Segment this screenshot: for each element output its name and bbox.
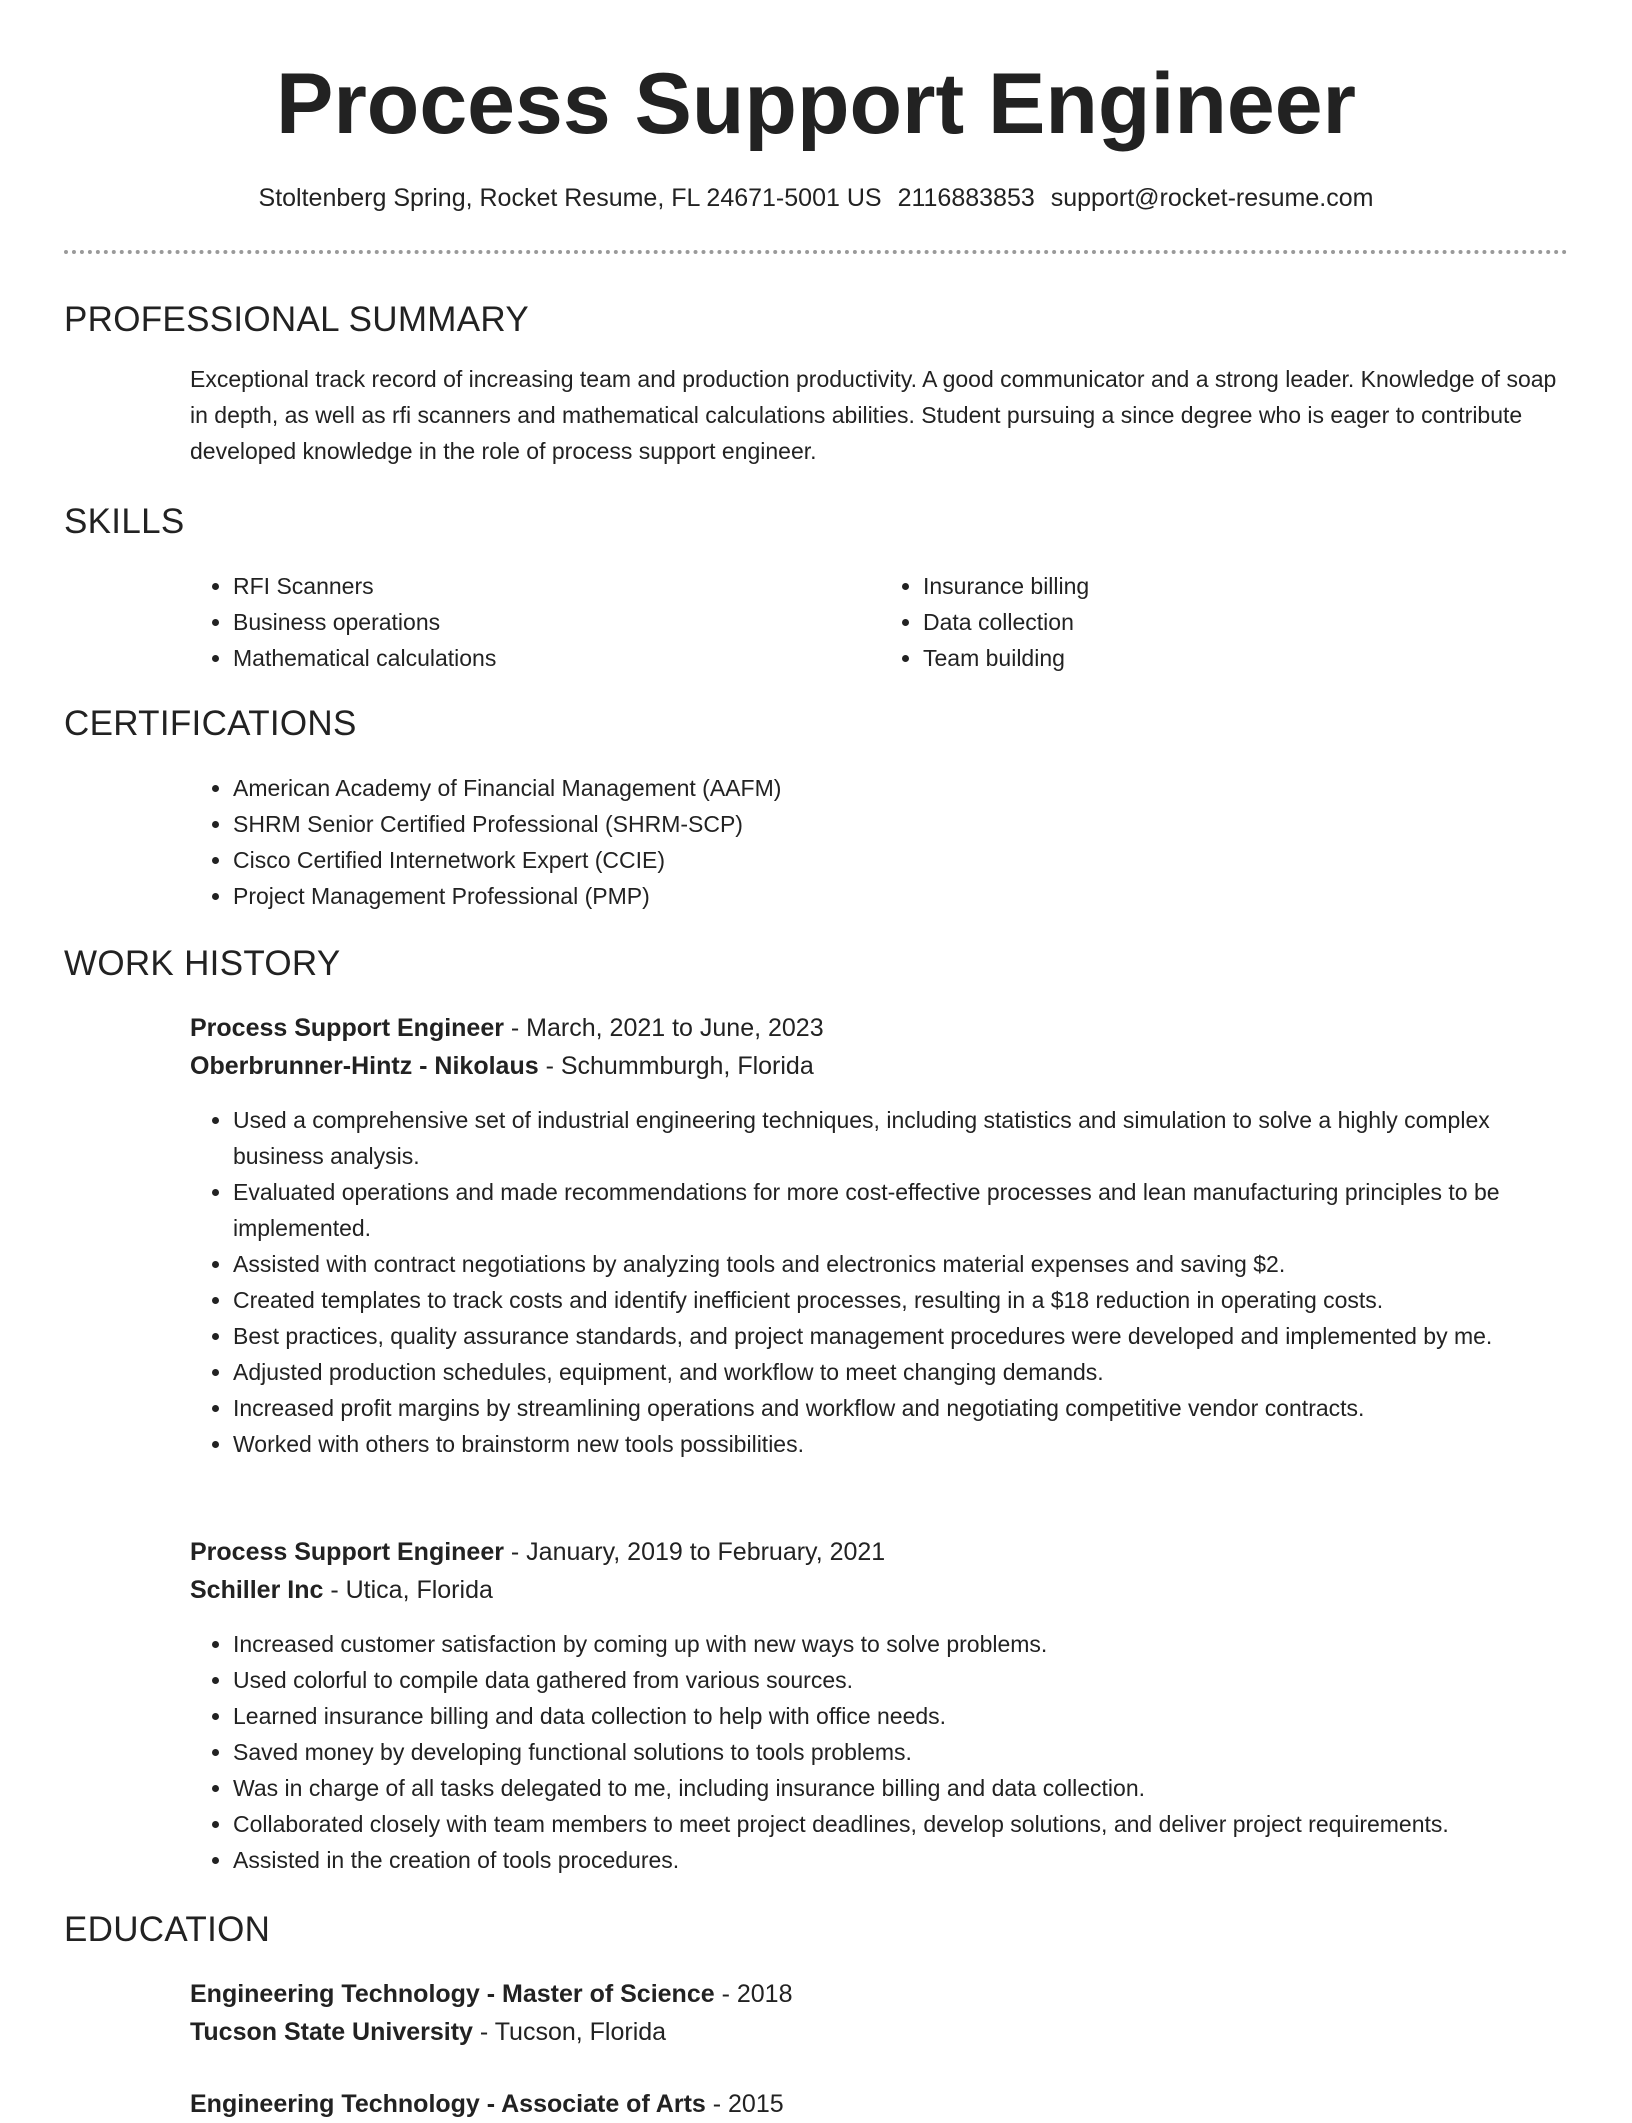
contact-email: support@rocket-resume.com xyxy=(1050,184,1374,212)
education-degree: Engineering Technology - Associate of Arts xyxy=(190,2090,706,2118)
contact-phone: 2116883853 xyxy=(897,184,1035,212)
header-divider xyxy=(64,250,1568,254)
certification-item: • Project Management Professional (PMP) xyxy=(233,878,1570,914)
education-degree-line xyxy=(190,1975,1570,2013)
skill-item: • Business operations xyxy=(233,604,880,640)
job-title-line xyxy=(190,1009,1570,1047)
skill-item: • Data collection xyxy=(923,604,1570,640)
skill-item: • Insurance billing xyxy=(923,568,1570,604)
candidate-name: Process Support Engineer xyxy=(275,56,1357,152)
job-dates: - March, 2021 to June, 2023 xyxy=(503,1014,824,1042)
job-bullet: • Was in charge of all tasks delegated to me, including insurance billing and data collection. xyxy=(233,1770,1570,1806)
summary-heading: PROFESSIONAL SUMMARY xyxy=(64,300,529,339)
education-year: - 2018 xyxy=(714,1980,793,2008)
job-bullet: • Increased profit margins by streamlining operations and workflow and negotiating competitive vendor contracts. xyxy=(233,1390,1570,1426)
education-location: - Tucson, Florida xyxy=(472,2018,667,2046)
job-location: - Schummburgh, Florida xyxy=(538,1052,814,1080)
job-entry xyxy=(190,1009,1570,1085)
job-bullet: • Worked with others to brainstorm new tools possibilities. xyxy=(233,1426,1570,1462)
skill-item: • RFI Scanners xyxy=(233,568,880,604)
certifications-list xyxy=(190,770,1570,914)
certifications-heading: CERTIFICATIONS xyxy=(64,704,357,743)
education-school: Tucson State University xyxy=(190,2018,473,2046)
education-heading: EDUCATION xyxy=(64,1910,271,1949)
certification-item: • American Academy of Financial Management (AAFM) xyxy=(233,770,1570,806)
certification-item: • Cisco Certified Internetwork Expert (CCIE) xyxy=(233,842,1570,878)
summary-text: Exceptional track record of increasing team and production productivity. A good communicator and a strong leader. Knowledge of soap in depth, as well as rfi scanners and mathematical calculations abilities. Student pursuing a since degree who is eager to contribute developed knowledge in the role of process support engineer. xyxy=(190,366,1557,464)
job-title-line xyxy=(190,1533,1570,1571)
job-entry xyxy=(190,1533,1570,1609)
education-school-line xyxy=(190,2013,1570,2051)
job-bullet: • Used colorful to compile data gathered from various sources. xyxy=(233,1662,1570,1698)
skills-column-left xyxy=(190,568,880,676)
education-entry xyxy=(190,1975,1570,2051)
skill-item: • Team building xyxy=(923,640,1570,676)
job-company-line xyxy=(190,1571,1570,1609)
education-year: - 2015 xyxy=(705,2090,784,2118)
education-entry xyxy=(190,2085,1570,2123)
contact-address: Stoltenberg Spring, Rocket Resume, FL 24671-5001 US xyxy=(258,184,882,212)
education-degree: Engineering Technology - Master of Science xyxy=(190,1980,715,2008)
contact-line xyxy=(0,180,1632,216)
job-bullet: • Increased customer satisfaction by coming up with new ways to solve problems. xyxy=(233,1626,1570,1662)
job-role: Process Support Engineer xyxy=(190,1538,504,1566)
certification-item: • SHRM Senior Certified Professional (SHRM-SCP) xyxy=(233,806,1570,842)
job-company: Oberbrunner-Hintz - Nikolaus xyxy=(190,1052,539,1080)
job-dates: - January, 2019 to February, 2021 xyxy=(503,1538,886,1566)
job-bullet: • Saved money by developing functional solutions to tools problems. xyxy=(233,1734,1570,1770)
skills-column-right xyxy=(880,568,1570,676)
job-bullet: • Created templates to track costs and identify inefficient processes, resulting in a $18 reduction in operating costs. xyxy=(233,1282,1570,1318)
job-bullets xyxy=(190,1102,1570,1462)
job-bullet: • Learned insurance billing and data collection to help with office needs. xyxy=(233,1698,1570,1734)
education-degree-line xyxy=(190,2085,1570,2123)
job-bullet: • Best practices, quality assurance standards, and project management procedures were developed and implemented by me. xyxy=(233,1318,1570,1354)
job-company-line xyxy=(190,1047,1570,1085)
skills-list xyxy=(190,568,1570,676)
job-bullet: • Collaborated closely with team members to meet project deadlines, develop solutions, and deliver project requirements. xyxy=(233,1806,1570,1842)
job-bullet: • Assisted in the creation of tools procedures. xyxy=(233,1842,1570,1878)
skill-item: • Mathematical calculations xyxy=(233,640,880,676)
job-location: - Utica, Florida xyxy=(323,1576,493,1604)
work-history-heading: WORK HISTORY xyxy=(64,944,341,983)
job-role: Process Support Engineer xyxy=(190,1014,504,1042)
skills-heading: SKILLS xyxy=(64,502,185,541)
job-bullet: • Assisted with contract negotiations by analyzing tools and electronics material expenses and saving $2. xyxy=(233,1246,1570,1282)
job-bullet: • Used a comprehensive set of industrial engineering techniques, including statistics and simulation to solve a highly complex business analysis. xyxy=(233,1102,1570,1174)
job-bullets xyxy=(190,1626,1570,1878)
job-bullet: • Adjusted production schedules, equipment, and workflow to meet changing demands. xyxy=(233,1354,1570,1390)
job-bullet: • Evaluated operations and made recommendations for more cost-effective processes and lean manufacturing principles to be implemented. xyxy=(233,1174,1570,1246)
job-company: Schiller Inc xyxy=(190,1576,324,1604)
